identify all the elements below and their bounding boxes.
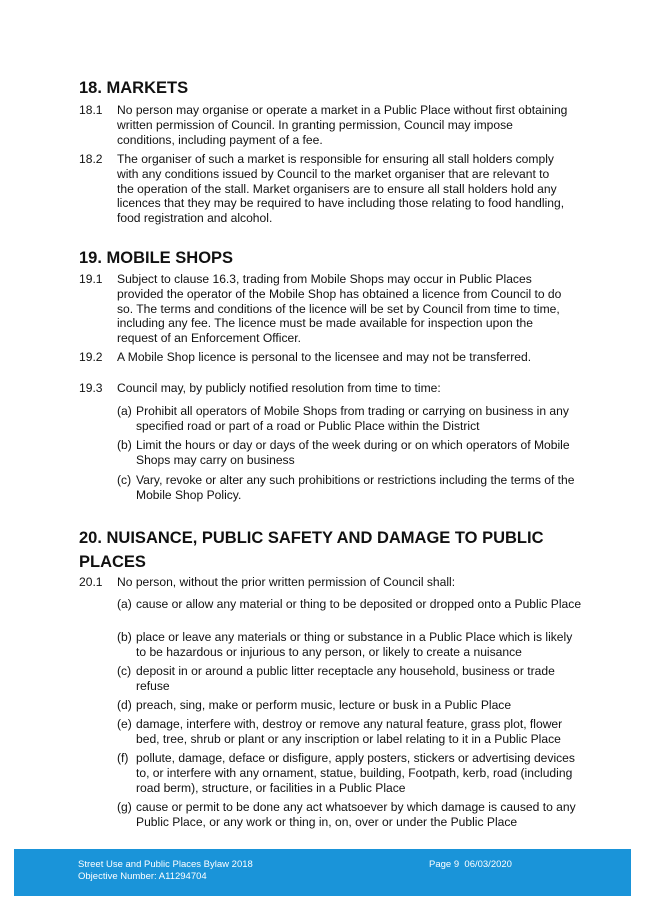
footer-objective-number: Objective Number: A11294704 — [78, 870, 207, 882]
clause-number: 19.2 — [79, 350, 103, 364]
item-text: Limit the hours or day or days of the week during or on which operators of Mobile Shops may carry on business — [136, 438, 570, 467]
item-label: (f) — [117, 751, 129, 765]
footer-date: 06/03/2020 — [464, 859, 512, 870]
item-label: (g) — [117, 800, 132, 814]
item-text: Prohibit all operators of Mobile Shops from trading or carrying on business in any specified road or part of a road or Public Place within the District — [136, 404, 569, 433]
section-20-heading-line1: 20. NUISANCE, PUBLIC SAFETY AND DAMAGE TO PUBLIC — [79, 529, 544, 547]
item-text: deposit in or around a public litter receptacle any household, business or trade refuse — [136, 664, 555, 693]
item-text: cause or allow any material or thing to be deposited or dropped onto a Public Place — [136, 597, 582, 611]
item-text: Vary, revoke or alter any such prohibitions or restrictions including the terms of the Mobile Shop Policy. — [136, 473, 575, 502]
footer-right — [429, 859, 512, 871]
footer-left — [78, 859, 253, 882]
item-text: preach, sing, make or perform music, lecture or busk in a Public Place — [136, 698, 512, 712]
clause-number: 19.1 — [79, 272, 103, 286]
footer-page-number: Page 9 — [429, 859, 460, 870]
clause-number: 20.1 — [79, 575, 103, 589]
footer-document-title: Street Use and Public Places Bylaw 2018 — [78, 859, 253, 870]
item-text: place or leave any materials or thing or substance in a Public Place which is likely to be hazardous or injurious to any person, or likely to create a nuisance — [136, 630, 573, 659]
item-label: (b) — [117, 630, 132, 644]
page-footer — [14, 849, 631, 896]
item-text: damage, interfere with, destroy or remove any natural feature, grass plot, flower bed, tree, shrub or plant or any inscription or label relating to it in a Public Place — [136, 717, 563, 746]
clause-number: 19.3 — [79, 381, 103, 395]
section-20-heading-line2: PLACES — [79, 553, 146, 571]
clause-text: Council may, by publicly notified resolution from time to time: — [117, 381, 441, 395]
clause-number: 18.2 — [79, 152, 103, 166]
item-label: (e) — [117, 717, 132, 731]
item-text: pollute, damage, deface or disfigure, apply posters, stickers or advertising devices to, or interfere with any ornament, statue, building, Footpath, kerb, road (including road berm), structure, or facilities in a Public Place — [136, 751, 575, 795]
item-label: (a) — [117, 404, 132, 418]
section-19-heading: 19. MOBILE SHOPS — [79, 249, 234, 267]
clause-text: Subject to clause 16.3, trading from Mobile Shops may occur in Public Places provided the operator of the Mobile Shop has obtained a licence from Council to do so. The terms and conditions of the licence will be set by Council from time to time, including any fee. The licence must be made available for inspection upon the request of an Enforcement Officer. — [117, 272, 562, 346]
item-label: (b) — [117, 438, 132, 452]
clause-text: No person, without the prior written permission of Council shall: — [117, 575, 456, 589]
clause-text: A Mobile Shop licence is personal to the licensee and may not be transferred. — [117, 350, 532, 364]
item-label: (c) — [117, 473, 132, 487]
section-18-heading: 18. MARKETS — [79, 79, 189, 97]
item-label: (a) — [117, 597, 132, 611]
item-label: (d) — [117, 698, 132, 712]
item-label: (c) — [117, 664, 132, 678]
clause-number: 18.1 — [79, 103, 103, 117]
clause-text: The organiser of such a market is responsible for ensuring all stall holders comply with any conditions issued by Council to the market organiser that are relevant to the operation of the stall. Market organisers are to ensure all stall holders hold any licences that they may be required to have including those relating to food handling, food registration and alcohol. — [117, 152, 565, 226]
clause-text: No person may organise or operate a market in a Public Place without first obtaining written permission of Council. In granting permission, Council may impose conditions, including payment of a fee. — [117, 103, 568, 147]
item-text: cause or permit to be done any act whatsoever by which damage is caused to any Public Place, or any work or thing in, on, over or under the Public Place — [136, 800, 576, 829]
